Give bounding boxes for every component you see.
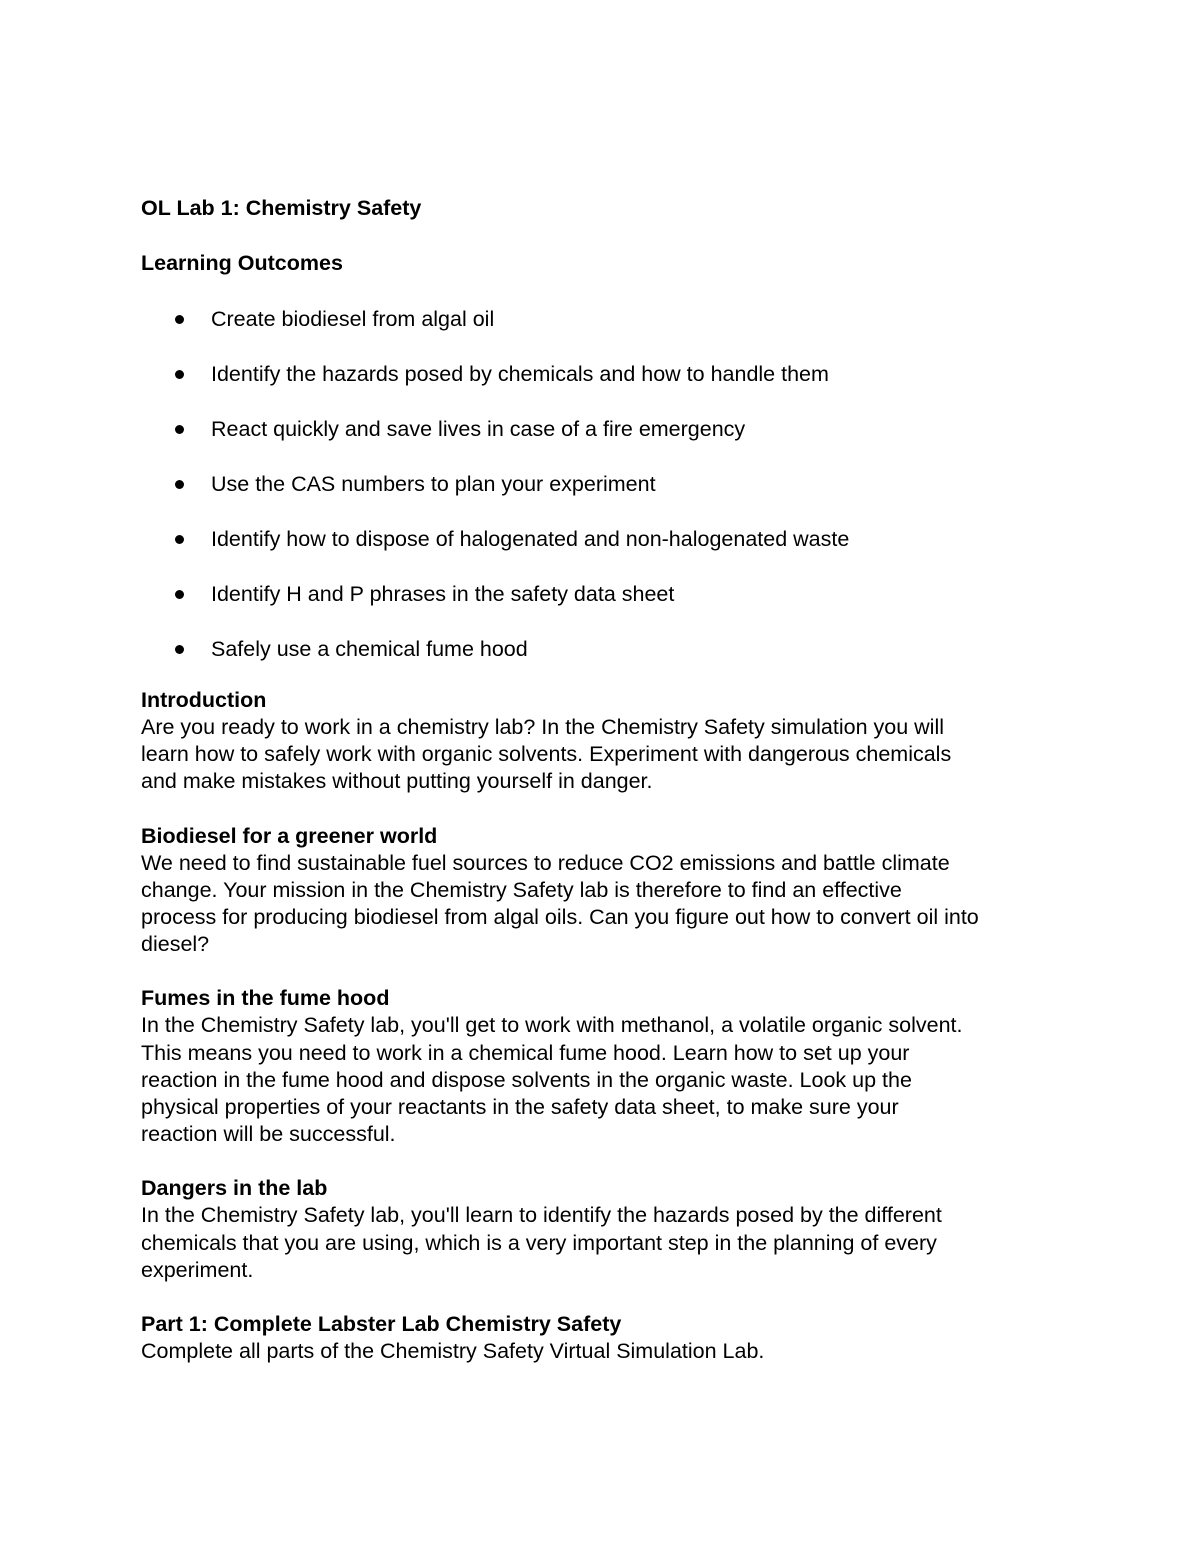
- section-part-1: [141, 1311, 1071, 1365]
- section-dangers: [141, 1175, 1071, 1284]
- list-item-text: Identify how to dispose of halogenated and non-halogenated waste: [211, 527, 850, 551]
- document-title: OL Lab 1: Chemistry Safety: [141, 196, 422, 220]
- bullet-icon: [175, 425, 184, 434]
- paragraph-line: and make mistakes without putting yourself in danger.: [141, 769, 653, 794]
- paragraph-line: This means you need to work in a chemical fume hood. Learn how to set up your: [141, 1040, 910, 1065]
- bullet-icon: [175, 480, 184, 489]
- section-biodiesel: [141, 823, 1071, 959]
- paragraph-line: learn how to safely work with organic solvents. Experiment with dangerous chemicals: [141, 742, 952, 767]
- learning-outcomes-heading: Learning Outcomes: [141, 251, 343, 275]
- section-heading: Biodiesel for a greener world: [141, 823, 438, 848]
- section-heading: Introduction: [141, 688, 267, 712]
- list-item-text: React quickly and save lives in case of a fire emergency: [211, 417, 746, 441]
- list-item-text: Identify H and P phrases in the safety data sheet: [211, 582, 675, 606]
- document-page: [141, 193, 1071, 1365]
- bullet-icon: [175, 370, 184, 379]
- paragraph-line: experiment.: [141, 1257, 254, 1282]
- list-item: [141, 305, 1071, 333]
- bullet-icon: [175, 315, 184, 324]
- list-item: [141, 415, 1071, 443]
- paragraph-line: diesel?: [141, 932, 210, 957]
- list-item: [141, 360, 1071, 388]
- list-item-text: Create biodiesel from algal oil: [211, 307, 495, 331]
- section-heading: Fumes in the fume hood: [141, 986, 390, 1011]
- paragraph-line: process for producing biodiesel from algal oils. Can you figure out how to convert oil into: [141, 905, 979, 930]
- paragraph-line: physical properties of your reactants in the safety data sheet, to make sure your: [141, 1095, 899, 1120]
- paragraph-line: reaction will be successful.: [141, 1122, 396, 1147]
- list-item: [141, 580, 1071, 608]
- paragraph-line: Are you ready to work in a chemistry lab? In the Chemistry Safety simulation you will: [141, 715, 944, 739]
- learning-outcomes-list: [141, 305, 1071, 663]
- bullet-icon: [175, 535, 184, 544]
- list-item: [141, 525, 1071, 553]
- paragraph-line: In the Chemistry Safety lab, you'll get to work with methanol, a volatile organic solvent.: [141, 1013, 963, 1038]
- section-fumes: [141, 985, 1071, 1148]
- list-item-text: Use the CAS numbers to plan your experiment: [211, 472, 656, 496]
- paragraph-line: Complete all parts of the Chemistry Safety Virtual Simulation Lab.: [141, 1339, 765, 1364]
- paragraph-line: reaction in the fume hood and dispose solvents in the organic waste. Look up the: [141, 1067, 912, 1092]
- paragraph-line: chemicals that you are using, which is a very important step in the planning of every: [141, 1230, 937, 1255]
- section-heading: Part 1: Complete Labster Lab Chemistry Safety: [141, 1312, 622, 1337]
- list-item-text: Safely use a chemical fume hood: [211, 637, 528, 661]
- list-item-text: Identify the hazards posed by chemicals and how to handle them: [211, 362, 829, 386]
- paragraph-line: In the Chemistry Safety lab, you'll learn to identify the hazards posed by the different: [141, 1203, 942, 1228]
- paragraph-line: We need to find sustainable fuel sources to reduce CO2 emissions and battle climate: [141, 850, 950, 875]
- list-item: [141, 470, 1071, 498]
- bullet-icon: [175, 645, 184, 654]
- section-introduction: [141, 687, 1071, 796]
- section-heading: Dangers in the lab: [141, 1176, 328, 1201]
- paragraph-line: change. Your mission in the Chemistry Safety lab is therefore to find an effective: [141, 877, 902, 902]
- bullet-icon: [175, 590, 184, 599]
- list-item: [141, 635, 1071, 663]
